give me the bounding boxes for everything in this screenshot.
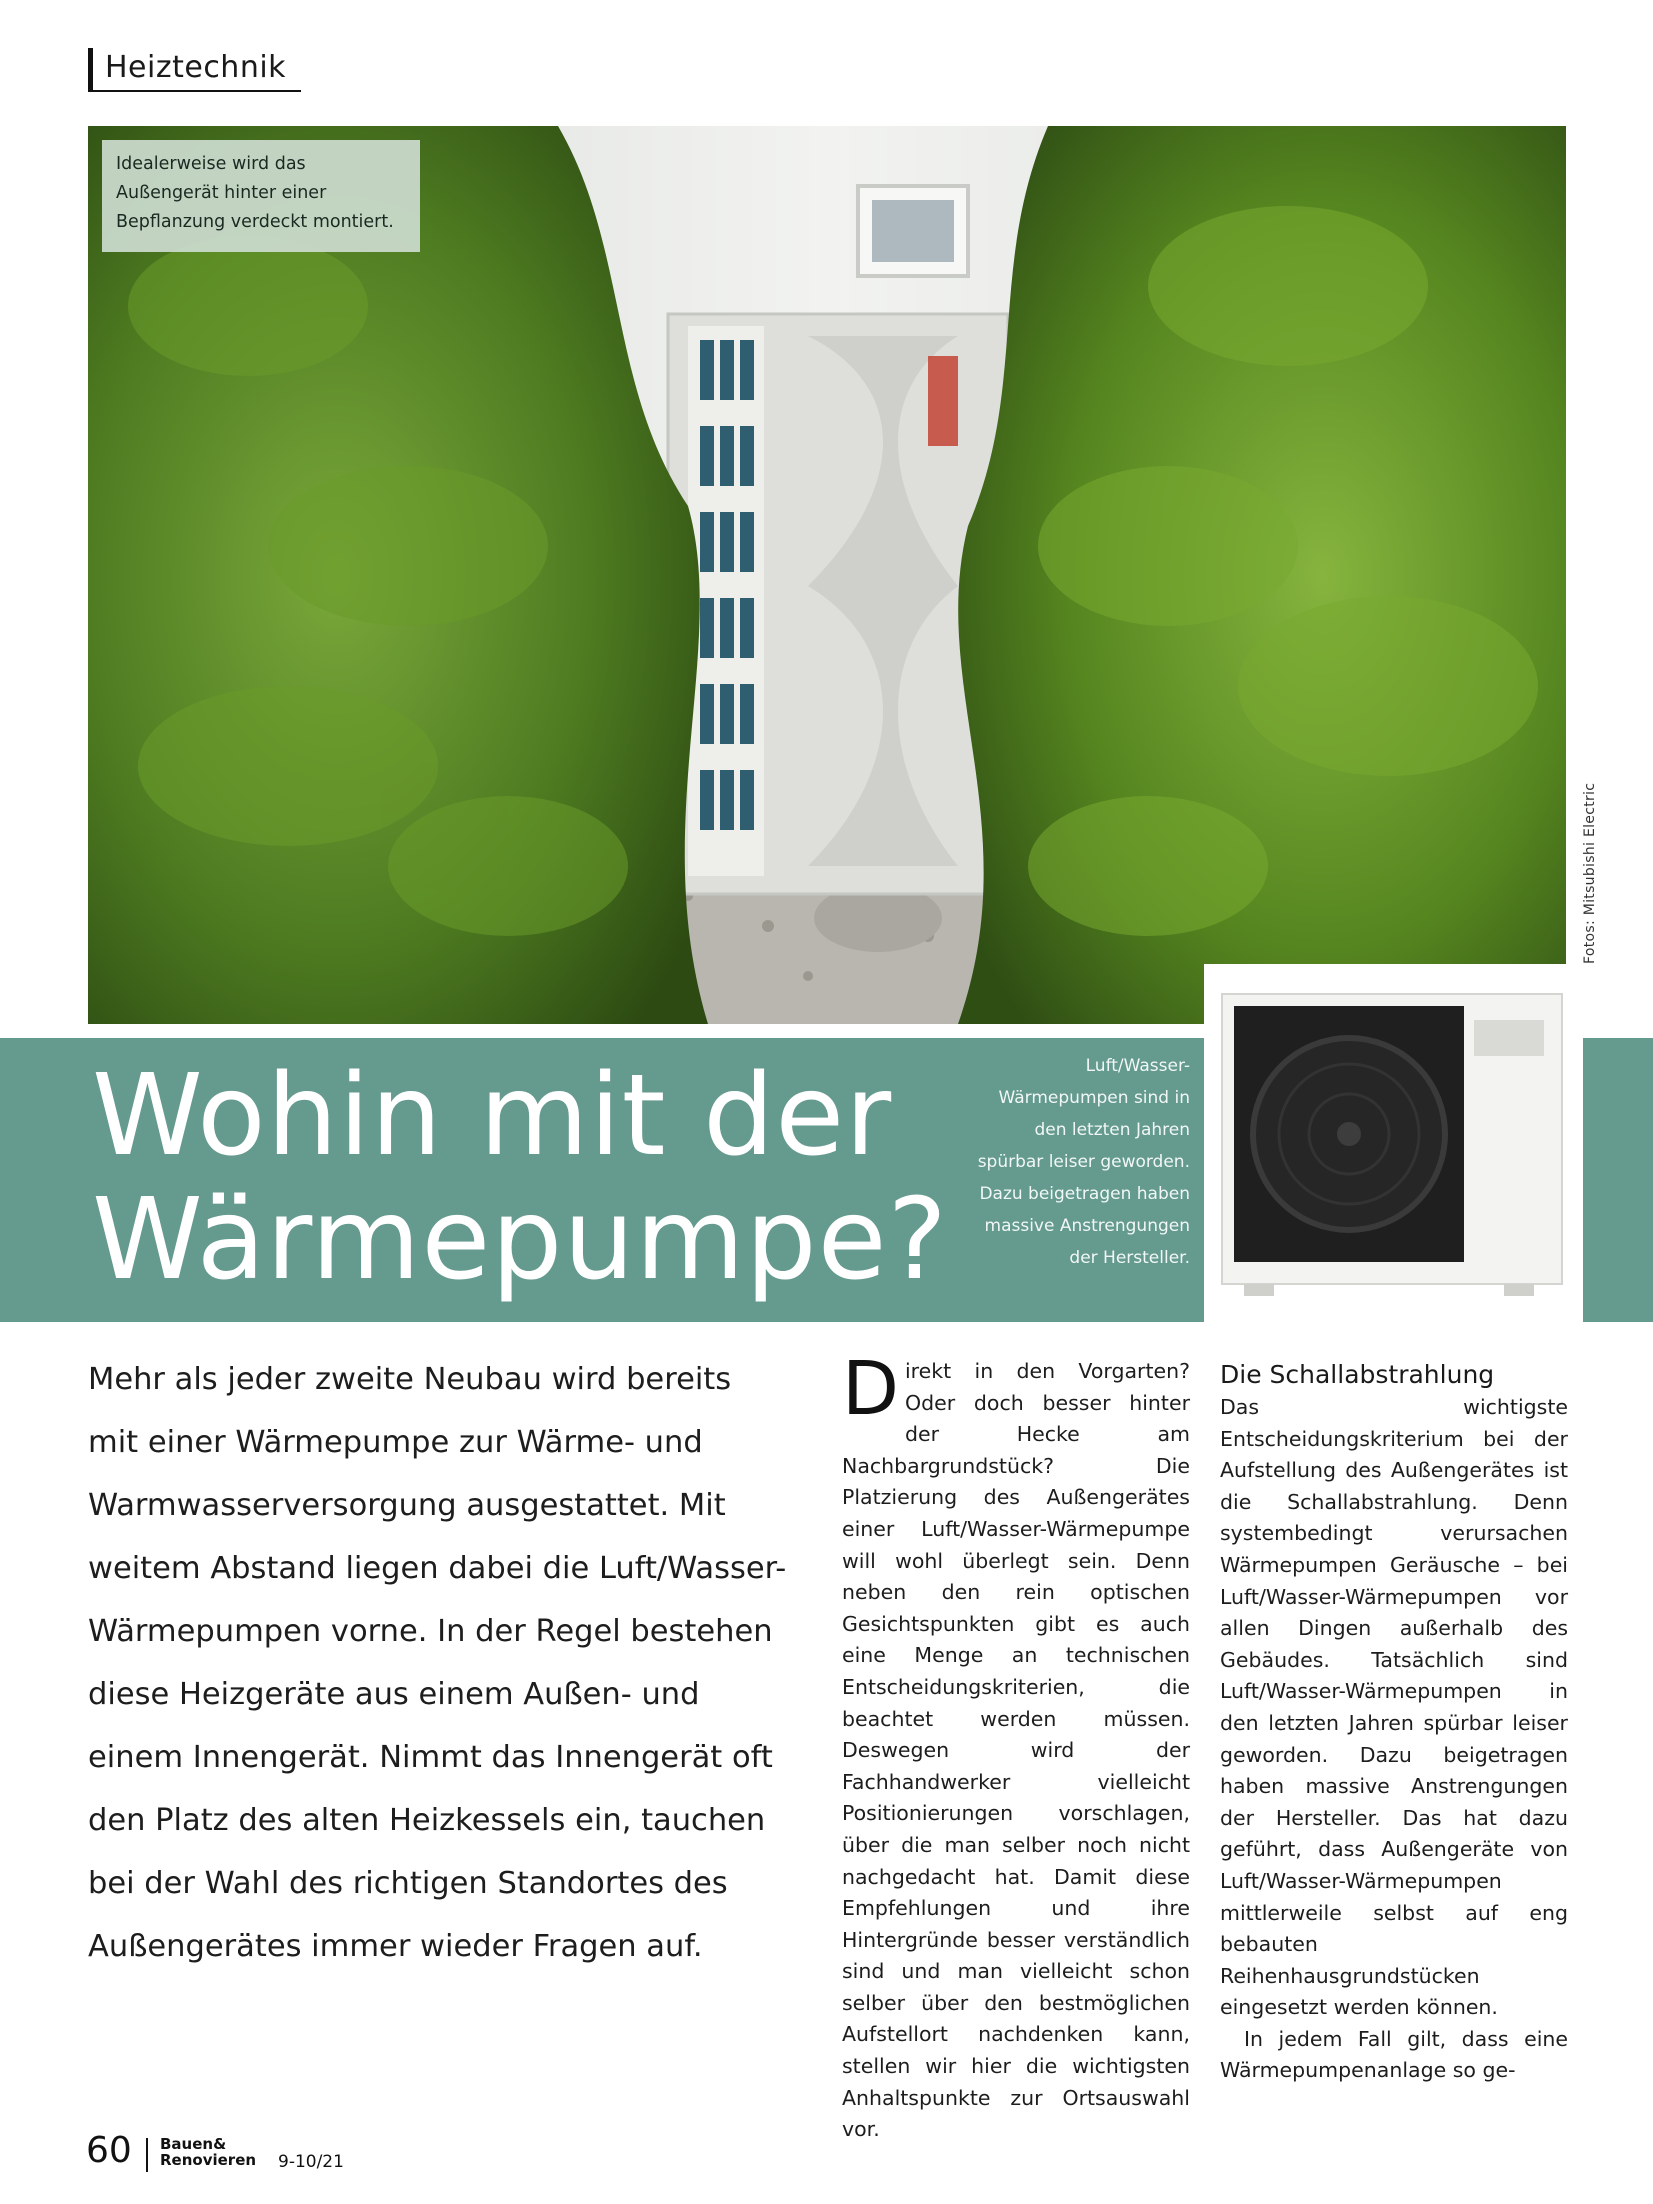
subheading: Die Schallabstrahlung [1220,1360,1495,1389]
photo-credit: Fotos: Mitsubishi Electric [1582,782,1598,964]
headline-band-right [1583,1038,1653,1322]
photo-caption: Idealerweise wird das Außengerät hinter einer Bepflanzung verdeckt montiert. [102,140,420,252]
body-paragraph-1 [842,1346,1190,2146]
hero-illustration [88,126,1566,1024]
hero-photo [88,126,1566,1024]
lead-text: Mehr als jeder zweite Neubau wird bereits mit einer Wärmepumpe zur Wärme- und Warmwasserversorgung ausgestattet. Mit weitem Abstand liegen dabei die Luft/Wasser-Wärmepumpen vorne. In der Regel bestehen diese Heizgeräte aus einem Außen- und einem Innengerät. Nimmt das Innengerät oft den Platz des alten Heizkessels ein, tauchen bei der Wahl des richtigen Standortes des Außengerätes immer wieder Fragen auf. [88,1362,787,1964]
issue-number: 9-10/21 [278,2152,344,2172]
product-illustration [1204,964,1582,1326]
headline-line-1: Wohin mit der [92,1051,893,1181]
headline-line-2: Wärmepumpe? [92,1175,948,1305]
body-text-1: irekt in den Vorgarten? Oder doch besser hinter der Hecke am Nachbargrundstück? Die Platzierung des Außengerätes einer Luft/Wasser-Wärmepumpe will wohl überlegt sein. Denn neben den rein optischen Gesichtspunkten gibt es auch eine Menge an technischen Entscheidungskriterien, die beachtet werden müssen. Deswegen wird der Fachhandwerker vielleicht Positionierungen vorschlagen, über die man selber noch nicht nachgedacht hat. Damit diese Empfehlungen und ihre Hintergründe besser verständlich sind und man vielleicht schon selber über den bestmöglichen Aufstellort nachdenken kann, stellen wir hier die wichtigsten Anhaltspunkte zur Ortsauswahl vor. [842,1359,1190,2142]
footer-divider [146,2138,148,2172]
page-number: 60 [86,2130,132,2171]
body-paragraph-2: Das wichtigste Entscheidungskriterium bei der Aufstellung des Außengerätes ist die Schallabstrahlung. Denn systembedingt verursachen Wärmepumpen Geräusche – bei Luft/Wasser-Wärmepumpen vor allen Dingen außerhalb des Gebäudes. Tatsächlich sind Luft/Wasser-Wärmepumpen in den letzten Jahren spürbar leiser geworden. Dazu beigetragen haben massive Anstrengungen der Hersteller. Das hat dazu geführt, dass Außengeräte von Luft/Wasser-Wärmepumpen mittlerweile selbst auf eng bebauten Reihenhausgrundstücken eingesetzt werden können. [1220,1395,1568,2020]
drop-cap: D [842,1346,899,1432]
magazine-logo [160,2136,256,2168]
product-photo [1204,964,1582,1326]
headline [92,1051,948,1305]
band-caption: Luft/Wasser-Wärmepumpen sind in den letzten Jahren spürbar leiser geworden. Dazu beigetragen haben massive Anstrengungen der Hersteller. [977,1056,1190,1268]
lead-paragraph [88,1348,788,1978]
section-title: Heiztechnik [105,50,287,85]
body-paragraph-3: In jedem Fall gilt, dass eine Wärmepumpenanlage so ge- [1220,2026,1568,2083]
body-column-1 [842,1346,1190,2146]
magazine-logo-line-1: Bauen& [160,2135,227,2153]
section-header [88,48,301,92]
magazine-logo-line-2: Renovieren [160,2151,257,2169]
body-column-2 [1220,1356,1568,2087]
